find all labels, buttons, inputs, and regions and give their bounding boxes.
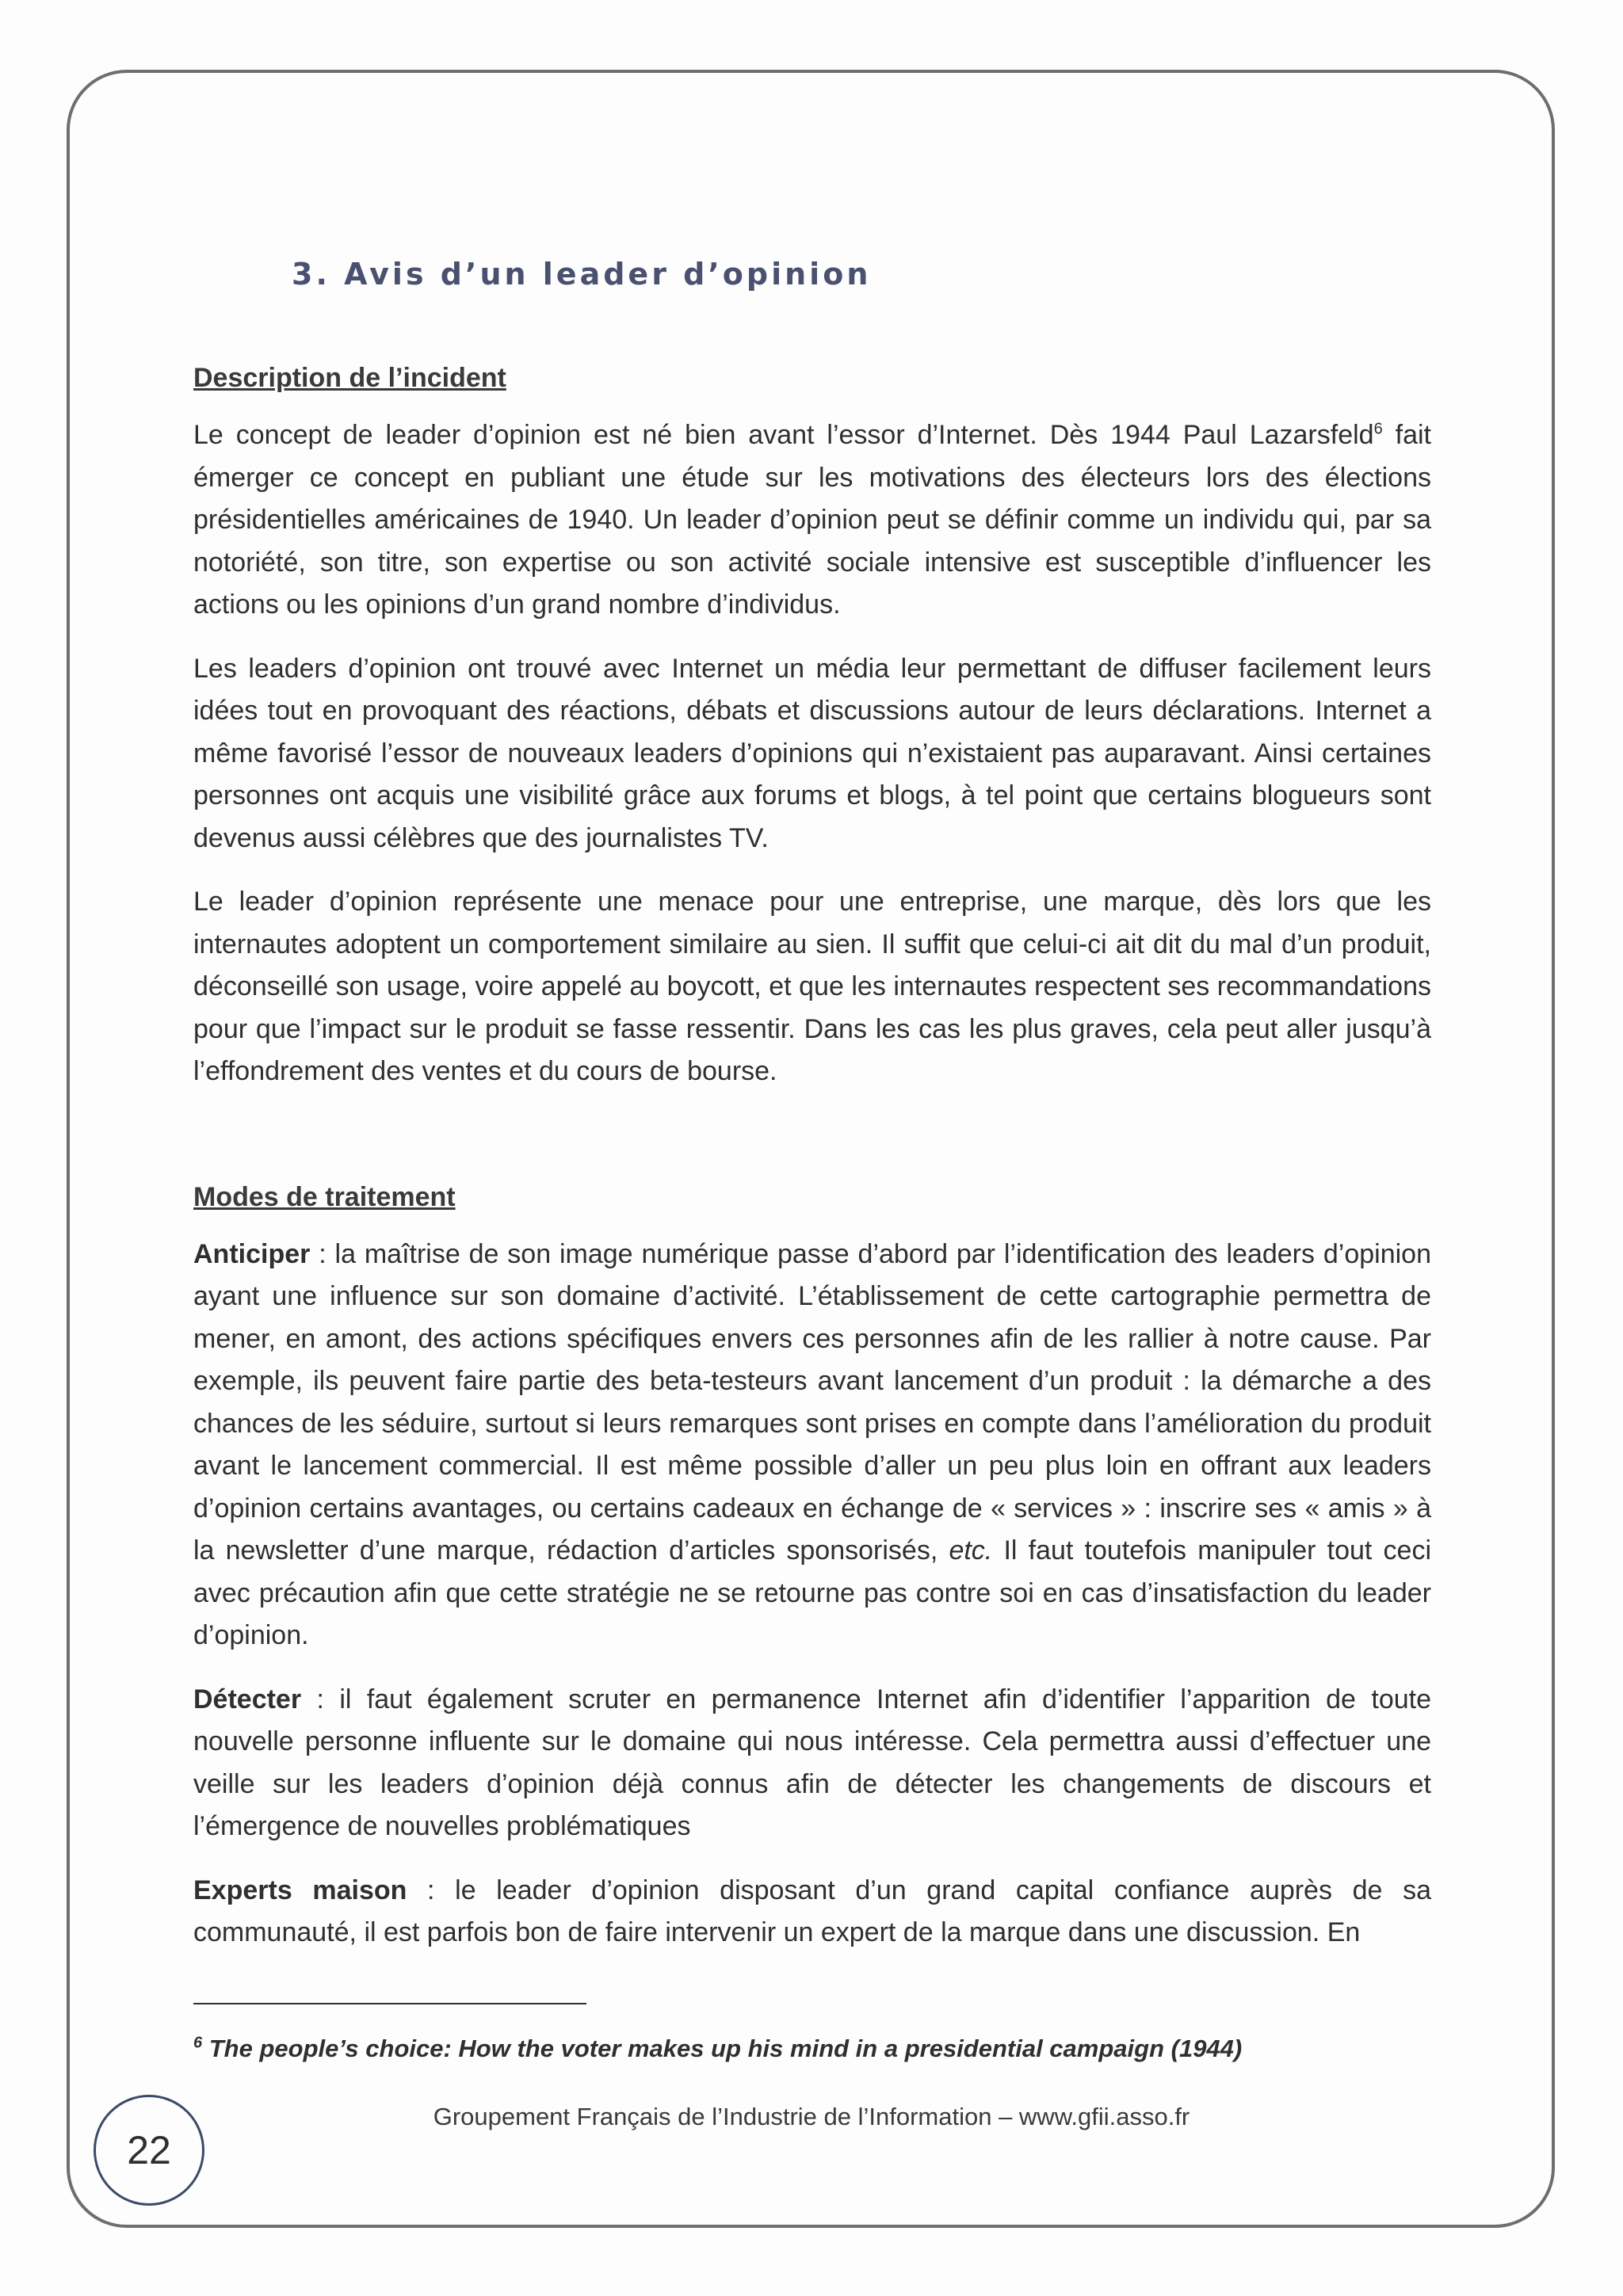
detecter-paragraph: [193, 1679, 1431, 1848]
incident-paragraph-1: [193, 414, 1431, 627]
footnote-text: The people’s choice: How the voter makes up his mind in a presidential campaign (1944): [202, 2035, 1243, 2062]
incident-paragraph-3: Le leader d’opinion représente une menace pour une entreprise, une marque, dès lors que les internautes adoptent un comportement similaire au sien. Il suffit que celui-ci ait dit du mal d’un produit, déconseillé son usage, voire appelé au boycott, et que les internautes respectent ses recommandations pour que l’impact sur le produit se fasse ressentir. Dans les cas les plus graves, cela peut aller jusqu’à l’effondrement des ventes et du cours de bourse.: [193, 887, 1431, 1086]
footnote: [193, 2035, 1461, 2063]
experts-paragraph: [193, 1870, 1431, 1955]
paragraph-text: : le leader d’opinion disposant d’un grand capital confiance auprès de sa communauté, il est parfois bon de faire intervenir un expert de la marque dans une discussion. En: [193, 1875, 1431, 1947]
treatment-heading: Modes de traitement: [193, 1181, 456, 1212]
footnote-reference: 6: [1373, 420, 1383, 438]
section-title: 3. Avis d’un leader d’opinion: [292, 257, 872, 292]
page-number: 22: [94, 2095, 204, 2206]
detecter-label: Détecter: [193, 1684, 302, 1714]
anticiper-label: Anticiper: [193, 1238, 311, 1269]
paragraph-text: Le concept de leader d’opinion est né bien avant l’essor d’Internet. Dès 1944 Paul Lazarsfeld: [193, 420, 1374, 450]
footnote-separator: [193, 2003, 586, 2004]
paragraph-text: : la maîtrise de son image numérique passe d’abord par l’identification des leaders d’opinion ayant une influence sur son domaine d’activité. L’établissement de cette cartographie permettra de mener, en amont, des actions spécifiques envers ces personnes afin de les rallier à notre cause. Par exemple, ils peuvent faire partie des beta-testeurs avant lancement d’un produit : la démarche a des chances de les séduire, surtout si leurs remarques sont prises en compte dans l’amélioration du produit avant le lancement commercial. Il est même possible d’aller un peu plus loin en offrant aux leaders d’opinion certains avantages, ou certains cadeaux en échange de « services » : inscrire ses « amis » à la newsletter d’une marque, rédaction d’articles sponsorisés,: [193, 1238, 1431, 1566]
paragraph-text: : il faut également scruter en permanence Internet afin d’identifier l’apparition de toute nouvelle personne influente sur le domaine qui nous intéresse. Cela permettra aussi d’effectuer une veille sur les leaders d’opinion déjà connus afin de détecter les changements de discours et l’émergence de nouvelles problématiques: [193, 1684, 1431, 1841]
incident-heading: Description de l’incident: [193, 363, 506, 393]
anticiper-paragraph: [193, 1234, 1431, 1657]
paragraph-text: fait émerger ce concept en publiant une étude sur les motivations des électeurs lors des élections présidentielles américaines de 1940. Un leader d’opinion peut se définir comme un individu qui, par sa notoriété, son titre, son expertise ou son activité sociale intensive est susceptible d’influencer les actions ou les opinions d’un grand nombre d’individus.: [193, 420, 1431, 620]
paragraph-text: Il faut toutefois manipuler tout ceci avec précaution afin que cette stratégie ne se retourne pas contre soi en cas d’insatisfaction du leader d’opinion.: [193, 1535, 1432, 1650]
etc-text: etc.: [949, 1535, 993, 1566]
experts-label: Experts maison: [193, 1875, 407, 1905]
footnote-number: 6: [193, 2034, 203, 2052]
footer-text: Groupement Français de l’Industrie de l’Information – www.gfii.asso.fr: [433, 2103, 1190, 2130]
main-content: [193, 238, 1431, 1955]
incident-paragraph-2: Les leaders d’opinion ont trouvé avec Internet un média leur permettant de diffuser facilement leurs idées tout en provoquant des réactions, débats et discussions autour de leurs déclarations. Internet a même favorisé l’essor de nouveaux leaders d’opinions qui n’existaient pas auparavant. Ainsi certaines personnes ont acquis une visibilité grâce aux forums et blogs, à tel point que certains blogueurs sont devenus aussi célèbres que des journalistes TV.: [193, 653, 1431, 853]
